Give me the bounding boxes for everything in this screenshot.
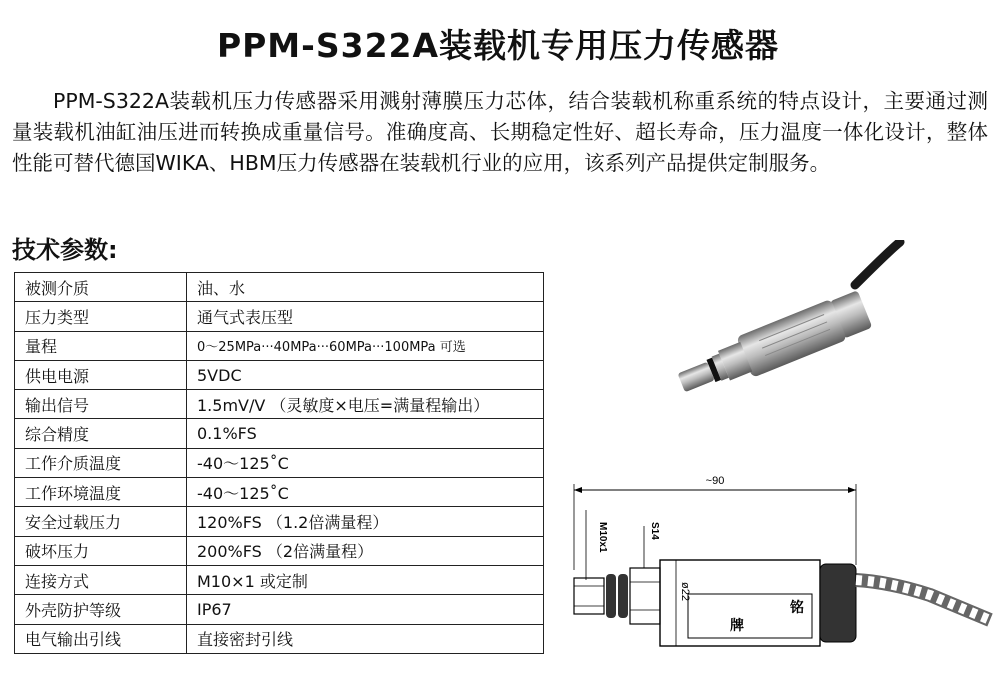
table-row	[15, 536, 544, 565]
table-row	[15, 478, 544, 507]
spec-value: 0～25MPa···40MPa···60MPa···100MPa 可选	[187, 331, 544, 360]
table-row	[15, 595, 544, 624]
table-row	[15, 360, 544, 389]
spec-label: 被测介质	[15, 273, 187, 302]
thread-dimension: M10x1	[597, 522, 608, 553]
spec-value: 油、水	[187, 273, 544, 302]
table-row	[15, 565, 544, 594]
spec-label: 工作环境温度	[15, 478, 187, 507]
sensor-product-photo	[600, 240, 996, 430]
spec-label: 输出信号	[15, 390, 187, 419]
table-row	[15, 273, 544, 302]
spec-value: 5VDC	[187, 360, 544, 389]
spec-label: 压力类型	[15, 302, 187, 331]
spec-label: 综合精度	[15, 419, 187, 448]
table-row	[15, 331, 544, 360]
table-row	[15, 419, 544, 448]
table-row	[15, 624, 544, 653]
nameplate-char: 铭	[790, 600, 804, 616]
spec-label: 安全过载压力	[15, 507, 187, 536]
spec-value: 1.5mV/V （灵敏度×电压=满量程输出）	[187, 390, 544, 419]
page-title: PPM-S322A装载机专用压力传感器	[216, 26, 780, 65]
diameter-dimension: ø22	[679, 582, 691, 601]
table-row	[15, 390, 544, 419]
spec-value: 通气式表压型	[187, 302, 544, 331]
spec-label: 电气输出引线	[15, 624, 187, 653]
spec-value: M10×1 或定制	[187, 565, 544, 594]
table-row	[15, 448, 544, 477]
table-row	[15, 302, 544, 331]
spec-label: 外壳防护等级	[15, 595, 187, 624]
spec-value: 直接密封引线	[187, 624, 544, 653]
hex-dimension: S14	[649, 522, 660, 540]
length-dimension: ~90	[705, 475, 725, 487]
spec-label: 破坏压力	[15, 536, 187, 565]
spec-value: -40～125˚C	[187, 478, 544, 507]
spec-label: 工作介质温度	[15, 448, 187, 477]
nameplate-char: 牌	[730, 618, 744, 634]
section-heading: 技术参数:	[12, 236, 118, 264]
table-row	[15, 507, 544, 536]
spec-label: 连接方式	[15, 565, 187, 594]
dimension-drawing	[560, 470, 996, 698]
spec-value: 200%FS （2倍满量程）	[187, 536, 544, 565]
spec-value: 120%FS （1.2倍满量程）	[187, 507, 544, 536]
spec-value: -40～125˚C	[187, 448, 544, 477]
spec-label: 量程	[15, 331, 187, 360]
intro-paragraph: PPM-S322A装载机压力传感器采用溅射薄膜压力芯体，结合装载机称重系统的特点设计，主要通过测量装载机油缸油压进而转换成重量信号。准确度高、长期稳定性好、超长寿命，压力温度一体化设计，整体性能可替代德国WIKA、HBM压力传感器在装载机行业的应用，该系列产品提供定制服务。	[12, 89, 988, 175]
spec-table	[14, 272, 544, 654]
spec-value: IP67	[187, 595, 544, 624]
spec-label: 供电电源	[15, 360, 187, 389]
spec-value: 0.1%FS	[187, 419, 544, 448]
